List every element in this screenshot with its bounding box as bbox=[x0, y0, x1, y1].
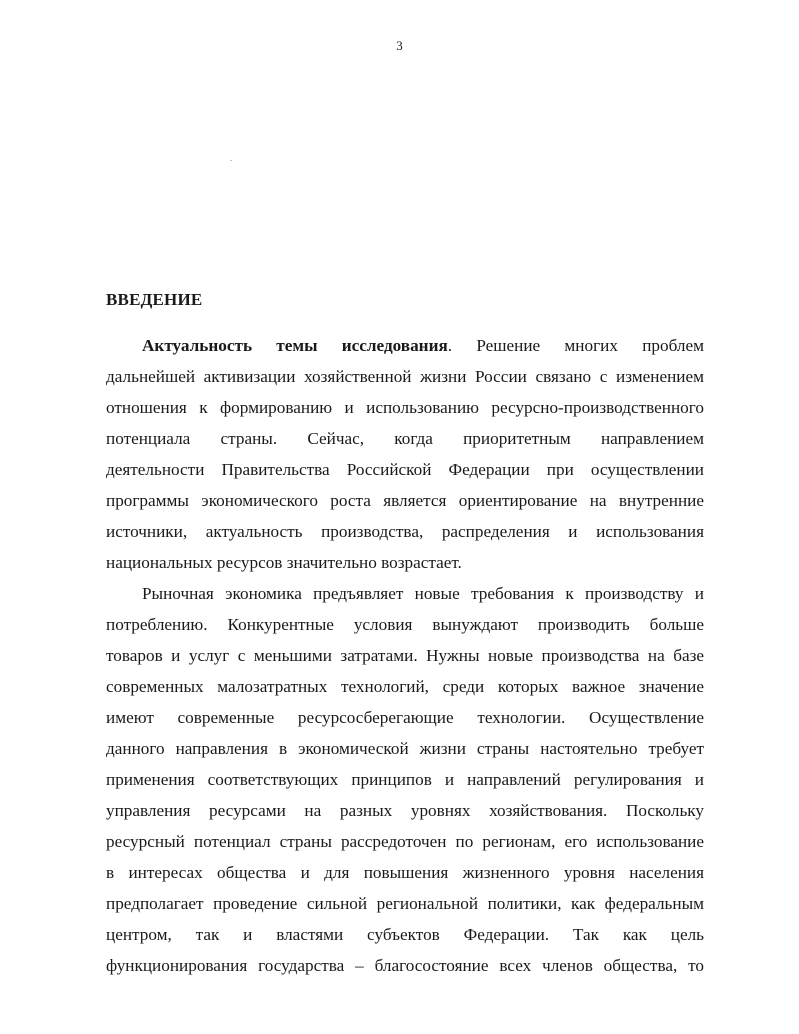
text-line: применения соответствующих принципов и направлений регулирования и bbox=[106, 770, 704, 789]
text-line: источники, актуальность производства, распределения и использования bbox=[106, 522, 704, 541]
paragraph-market-economy bbox=[106, 578, 704, 981]
section-heading: ВВЕДЕНИЕ bbox=[106, 290, 203, 309]
text-line: потенциала страны. Сейчас, когда приоритетным направлением bbox=[106, 429, 704, 448]
text-line: деятельности Правительства Российской Федерации при осуществлении bbox=[106, 460, 704, 479]
page-number: 3 bbox=[396, 38, 403, 53]
paragraph-relevance bbox=[106, 330, 704, 578]
text-line: центром, так и властями субъектов Федерации. Так как цель bbox=[106, 925, 704, 944]
body-text bbox=[106, 330, 704, 981]
text-line: ресурсный потенциал страны рассредоточен по регионам, его использование bbox=[106, 832, 704, 851]
scan-speck bbox=[230, 160, 232, 161]
text-line: в интересах общества и для повышения жизненного уровня населения bbox=[106, 863, 704, 882]
text-line: современных малозатратных технологий, среди которых важное значение bbox=[106, 677, 704, 696]
text-line: товаров и услуг с меньшими затратами. Нужны новые производства на базе bbox=[106, 646, 704, 665]
text-line: функционирования государства – благосостояние всех членов общества, то bbox=[106, 956, 704, 975]
text-line: отношения к формированию и использованию ресурсно-производственного bbox=[106, 398, 704, 417]
text-line: имеют современные ресурсосберегающие технологии. Осуществление bbox=[106, 708, 704, 727]
lead-bold-phrase: Актуальность темы исследования bbox=[142, 336, 448, 355]
text-line: программы экономического роста является ориентирование на внутренние bbox=[106, 491, 704, 510]
text-line: национальных ресурсов значительно возрастает. bbox=[106, 553, 462, 572]
text-line: управления ресурсами на разных уровнях хозяйствования. Поскольку bbox=[106, 801, 704, 820]
text-line: дальнейшей активизации хозяйственной жизни России связано с изменением bbox=[106, 367, 704, 386]
text-line: Рыночная экономика предъявляет новые требования к производству и bbox=[142, 584, 704, 603]
text-line: Актуальность темы исследования. Решение многих проблем bbox=[142, 336, 704, 355]
text-line: данного направления в экономической жизни страны настоятельно требует bbox=[106, 739, 704, 758]
text-line: предполагает проведение сильной региональной политики, как федеральным bbox=[106, 894, 704, 913]
text-line: потреблению. Конкурентные условия вынуждают производить больше bbox=[106, 615, 704, 634]
